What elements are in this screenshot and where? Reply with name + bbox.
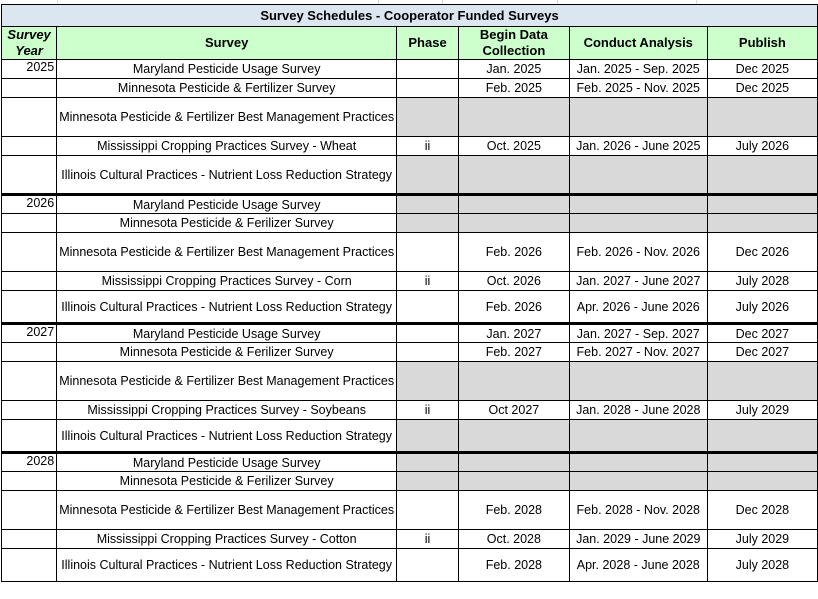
cell-survey[interactable]: Minnesota Pesticide & Fertilizer Best Management Practices xyxy=(57,491,397,530)
cell-begin[interactable] xyxy=(459,156,570,195)
cell-publish[interactable] xyxy=(707,156,817,195)
cell-survey[interactable]: Illinois Cultural Practices - Nutrient Loss Reduction Strategy xyxy=(57,549,397,582)
table-row xyxy=(2,233,818,272)
table-row xyxy=(2,272,818,291)
cell-year[interactable]: 2028 xyxy=(2,453,57,472)
cell-conduct[interactable]: Jan. 2028 - June 2028 xyxy=(569,401,707,420)
cell-survey[interactable]: Minnesota Pesticide & Fertilizer Survey xyxy=(57,79,397,98)
cell-publish[interactable] xyxy=(707,362,817,401)
table-row xyxy=(2,60,818,79)
cell-begin[interactable]: Jan. 2025 xyxy=(459,60,570,79)
table-row xyxy=(2,401,818,420)
cell-publish[interactable] xyxy=(707,98,817,137)
cell-phase[interactable] xyxy=(397,324,459,343)
table-row xyxy=(2,98,818,137)
cell-publish[interactable] xyxy=(707,453,817,472)
cell-publish[interactable]: July 2029 xyxy=(707,401,817,420)
cell-phase[interactable] xyxy=(397,60,459,79)
table-row xyxy=(2,362,818,401)
cell-phase[interactable] xyxy=(397,98,459,137)
header-year-line2: Year xyxy=(15,43,43,58)
cell-conduct[interactable] xyxy=(569,195,707,214)
cell-conduct[interactable]: Jan. 2027 - June 2027 xyxy=(569,272,707,291)
cell-year[interactable]: 2027 xyxy=(2,324,57,343)
cell-publish[interactable]: Dec 2026 xyxy=(707,233,817,272)
table-row xyxy=(2,291,818,324)
cell-survey[interactable]: Maryland Pesticide Usage Survey xyxy=(57,324,397,343)
table-title[interactable]: Survey Schedules - Cooperator Funded Surveys xyxy=(2,5,818,27)
header-survey-year[interactable] xyxy=(2,27,57,60)
cell-year[interactable]: 2026 xyxy=(2,195,57,214)
cell-begin[interactable]: Oct. 2026 xyxy=(459,272,570,291)
cell-conduct[interactable]: Apr. 2026 - June 2026 xyxy=(569,291,707,324)
cell-year[interactable] xyxy=(2,233,57,272)
cell-phase[interactable] xyxy=(397,343,459,362)
cell-year[interactable] xyxy=(2,272,57,291)
cell-survey[interactable]: Maryland Pesticide Usage Survey xyxy=(57,195,397,214)
cell-phase[interactable] xyxy=(397,214,459,233)
cell-publish[interactable]: Dec 2025 xyxy=(707,79,817,98)
cell-year[interactable] xyxy=(2,549,57,582)
cell-conduct[interactable]: Jan. 2025 - Sep. 2025 xyxy=(569,60,707,79)
cell-year[interactable] xyxy=(2,291,57,324)
cell-conduct[interactable]: Apr. 2028 - June 2028 xyxy=(569,549,707,582)
table-row xyxy=(2,343,818,362)
cell-year[interactable] xyxy=(2,420,57,453)
cell-survey[interactable]: Mississippi Cropping Practices Survey - Wheat xyxy=(57,137,397,156)
cell-phase[interactable] xyxy=(397,453,459,472)
table-row xyxy=(2,491,818,530)
cell-year[interactable] xyxy=(2,214,57,233)
cell-publish[interactable]: Dec 2027 xyxy=(707,343,817,362)
table-row xyxy=(2,79,818,98)
cell-phase[interactable]: ii xyxy=(397,137,459,156)
cell-year[interactable] xyxy=(2,401,57,420)
table-row xyxy=(2,324,818,343)
cell-begin[interactable] xyxy=(459,420,570,453)
cell-phase[interactable] xyxy=(397,420,459,453)
cell-conduct[interactable]: Feb. 2027 - Nov. 2027 xyxy=(569,343,707,362)
table-row xyxy=(2,137,818,156)
table-row xyxy=(2,195,818,214)
cell-publish[interactable]: Dec 2028 xyxy=(707,491,817,530)
cell-conduct[interactable]: Jan. 2029 - June 2029 xyxy=(569,530,707,549)
cell-year[interactable] xyxy=(2,362,57,401)
cell-survey[interactable]: Illinois Cultural Practices - Nutrient Loss Reduction Strategy xyxy=(57,420,397,453)
cell-begin[interactable] xyxy=(459,362,570,401)
cell-conduct[interactable] xyxy=(569,362,707,401)
cell-begin[interactable] xyxy=(459,214,570,233)
cell-begin[interactable]: Feb. 2028 xyxy=(459,491,570,530)
header-conduct-analysis[interactable]: Conduct Analysis xyxy=(569,27,707,60)
cell-conduct[interactable] xyxy=(569,453,707,472)
cell-begin[interactable]: Oct. 2028 xyxy=(459,530,570,549)
cell-publish[interactable] xyxy=(707,195,817,214)
cell-publish[interactable] xyxy=(707,472,817,491)
header-phase[interactable]: Phase xyxy=(397,27,459,60)
cell-phase[interactable] xyxy=(397,79,459,98)
cell-publish[interactable]: July 2026 xyxy=(707,291,817,324)
cell-phase[interactable] xyxy=(397,291,459,324)
cell-year[interactable] xyxy=(2,491,57,530)
table-row xyxy=(2,214,818,233)
cell-begin[interactable]: Jan. 2027 xyxy=(459,324,570,343)
cell-publish[interactable]: Dec 2025 xyxy=(707,60,817,79)
header-begin-line2: Collection xyxy=(482,43,546,58)
table-row xyxy=(2,530,818,549)
header-year-line1: Survey xyxy=(7,27,51,42)
cell-survey[interactable]: Maryland Pesticide Usage Survey xyxy=(57,453,397,472)
cell-publish[interactable] xyxy=(707,214,817,233)
cell-begin[interactable]: Feb. 2028 xyxy=(459,549,570,582)
cell-survey[interactable]: Illinois Cultural Practices - Nutrient Loss Reduction Strategy xyxy=(57,291,397,324)
cell-phase[interactable] xyxy=(397,362,459,401)
cell-phase[interactable] xyxy=(397,195,459,214)
cell-survey[interactable]: Minnesota Pesticide & Fertilizer Best Management Practices xyxy=(57,362,397,401)
cell-year[interactable] xyxy=(2,343,57,362)
cell-publish[interactable]: Dec 2027 xyxy=(707,324,817,343)
header-begin-data-collection[interactable] xyxy=(459,27,570,60)
header-publish[interactable]: Publish xyxy=(707,27,817,60)
cell-begin[interactable] xyxy=(459,472,570,491)
cell-begin[interactable]: Oct 2027 xyxy=(459,401,570,420)
cell-survey[interactable]: Minnesota Pesticide & Ferilizer Survey xyxy=(57,343,397,362)
cell-begin[interactable]: Oct. 2025 xyxy=(459,137,570,156)
cell-phase[interactable]: ii xyxy=(397,530,459,549)
cell-publish[interactable]: July 2026 xyxy=(707,137,817,156)
cell-year[interactable]: 2025 xyxy=(2,60,57,79)
table-row xyxy=(2,156,818,195)
table-row xyxy=(2,549,818,582)
cell-conduct[interactable] xyxy=(569,420,707,453)
cell-conduct[interactable]: Feb. 2025 - Nov. 2025 xyxy=(569,79,707,98)
cell-survey[interactable]: Maryland Pesticide Usage Survey xyxy=(57,60,397,79)
cell-begin[interactable]: Feb. 2027 xyxy=(459,343,570,362)
cell-year[interactable] xyxy=(2,137,57,156)
cell-survey[interactable]: Minnesota Pesticide & Fertilizer Best Management Practices xyxy=(57,233,397,272)
cell-publish[interactable]: July 2028 xyxy=(707,272,817,291)
cell-begin[interactable] xyxy=(459,453,570,472)
cell-conduct[interactable]: Jan. 2026 - June 2025 xyxy=(569,137,707,156)
table-row xyxy=(2,420,818,453)
cell-survey[interactable]: Mississippi Cropping Practices Survey - Cotton xyxy=(57,530,397,549)
cell-conduct[interactable] xyxy=(569,472,707,491)
cell-conduct[interactable] xyxy=(569,214,707,233)
cell-phase[interactable] xyxy=(397,472,459,491)
cell-year[interactable] xyxy=(2,472,57,491)
cell-begin[interactable]: Feb. 2026 xyxy=(459,233,570,272)
header-begin-line1: Begin Data xyxy=(479,27,548,42)
cell-begin[interactable] xyxy=(459,98,570,137)
table-row xyxy=(2,453,818,472)
cell-phase[interactable] xyxy=(397,156,459,195)
cell-conduct[interactable]: Jan. 2027 - Sep. 2027 xyxy=(569,324,707,343)
cell-phase[interactable]: ii xyxy=(397,272,459,291)
cell-begin[interactable]: Feb. 2025 xyxy=(459,79,570,98)
cell-begin[interactable] xyxy=(459,195,570,214)
cell-survey[interactable]: Minnesota Pesticide & Fertilizer Best Management Practices xyxy=(57,98,397,137)
cell-year[interactable] xyxy=(2,530,57,549)
cell-survey[interactable]: Minnesota Pesticide & Ferilizer Survey xyxy=(57,214,397,233)
cell-survey[interactable]: Minnesota Pesticide & Ferilizer Survey xyxy=(57,472,397,491)
cell-survey[interactable]: Mississippi Cropping Practices Survey - Soybeans xyxy=(57,401,397,420)
cell-survey[interactable]: Mississippi Cropping Practices Survey - Corn xyxy=(57,272,397,291)
header-survey[interactable]: Survey xyxy=(57,27,397,60)
cell-publish[interactable]: July 2028 xyxy=(707,549,817,582)
cell-begin[interactable]: Feb. 2026 xyxy=(459,291,570,324)
cell-year[interactable] xyxy=(2,98,57,137)
table-row xyxy=(2,472,818,491)
cell-publish[interactable]: July 2029 xyxy=(707,530,817,549)
cell-phase[interactable] xyxy=(397,549,459,582)
cell-conduct[interactable] xyxy=(569,98,707,137)
cell-publish[interactable] xyxy=(707,420,817,453)
cell-phase[interactable] xyxy=(397,233,459,272)
cell-year[interactable] xyxy=(2,79,57,98)
cell-conduct[interactable] xyxy=(569,156,707,195)
cell-survey[interactable]: Illinois Cultural Practices - Nutrient Loss Reduction Strategy xyxy=(57,156,397,195)
cell-conduct[interactable]: Feb. 2026 - Nov. 2026 xyxy=(569,233,707,272)
survey-schedule-table xyxy=(1,4,818,582)
cell-phase[interactable]: ii xyxy=(397,401,459,420)
cell-year[interactable] xyxy=(2,156,57,195)
cell-phase[interactable] xyxy=(397,491,459,530)
cell-conduct[interactable]: Feb. 2028 - Nov. 2028 xyxy=(569,491,707,530)
